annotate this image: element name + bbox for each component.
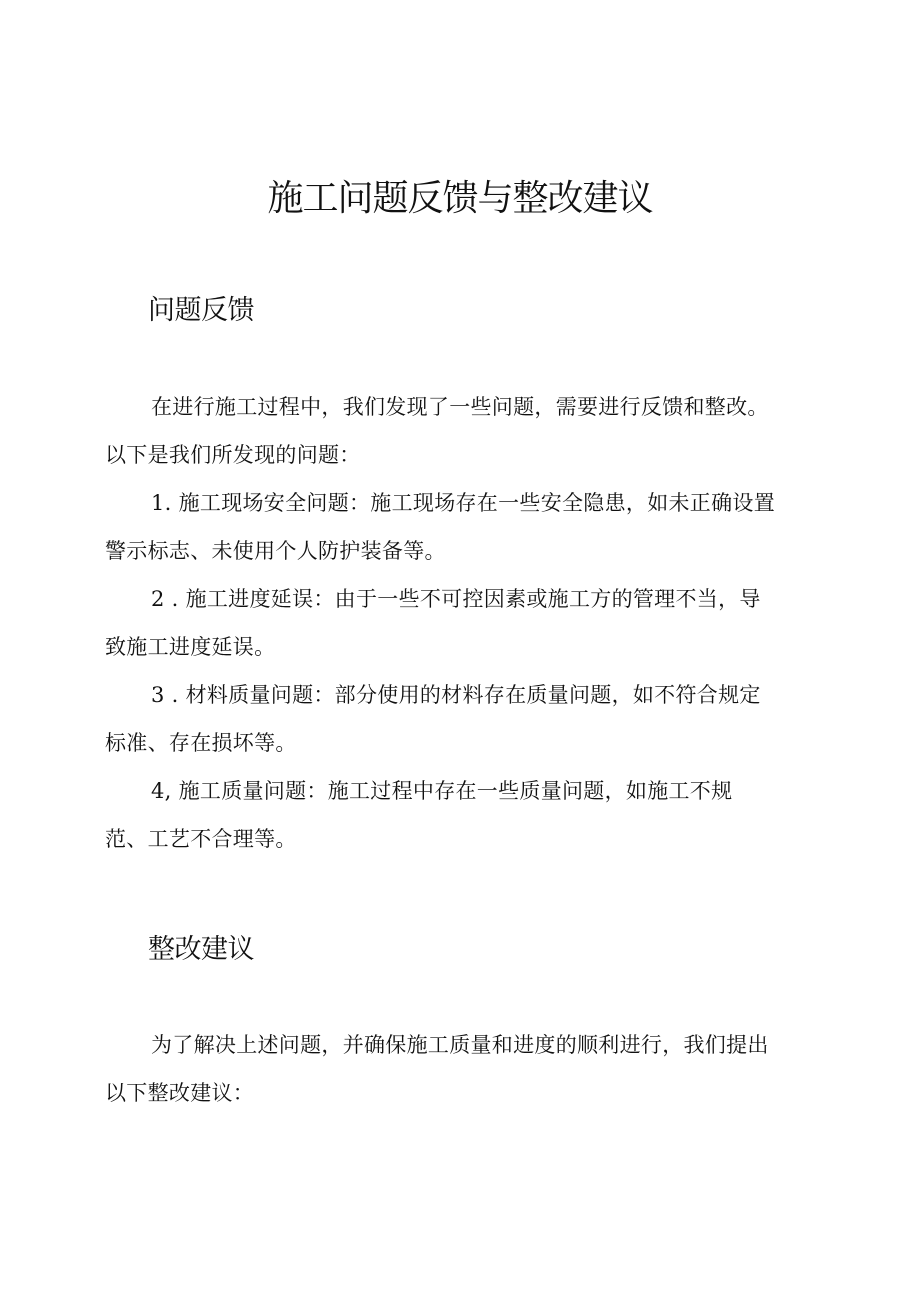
- issue-item-1: [105, 479, 845, 575]
- paragraph-line: 范、工艺不合理等。: [105, 827, 297, 851]
- paragraph-line: 1. 施工现场安全问题：施工现场存在一些安全隐患，如未正确设置: [151, 491, 776, 515]
- paragraph-line: 警示标志、未使用个人防护装备等。: [105, 539, 446, 563]
- paragraph-line: 在进行施工过程中，我们发现了一些问题，需要进行反馈和整改。: [151, 395, 769, 419]
- issue-item-2: [105, 575, 845, 671]
- paragraph-line: 2 . 施工进度延误：由于一些不可控因素或施工方的管理不当，导: [151, 587, 761, 611]
- paragraph-line: 致施工进度延误。: [105, 635, 276, 659]
- section-heading-suggestions: 整改建议: [148, 934, 254, 965]
- issue-item-4: [105, 767, 845, 863]
- feedback-intro-paragraph: [105, 383, 845, 479]
- paragraph-line: 4, 施工质量问题：施工过程中存在一些质量问题，如施工不规: [151, 779, 733, 803]
- paragraph-line: 为了解决上述问题，并确保施工质量和进度的顺利进行，我们提出: [151, 1033, 769, 1057]
- document-title: 施工问题反馈与整改建议: [267, 178, 653, 219]
- paragraph-line: 以下是我们所发现的问题：: [105, 443, 361, 467]
- section-heading-feedback: 问题反馈: [148, 295, 254, 326]
- suggestions-intro-paragraph: [105, 1021, 845, 1117]
- paragraph-line: 以下整改建议：: [105, 1081, 255, 1105]
- issue-item-3: [105, 671, 845, 767]
- paragraph-line: 标准、存在损坏等。: [105, 731, 297, 755]
- paragraph-line: 3 . 材料质量问题：部分使用的材料存在质量问题，如不符合规定: [151, 683, 761, 707]
